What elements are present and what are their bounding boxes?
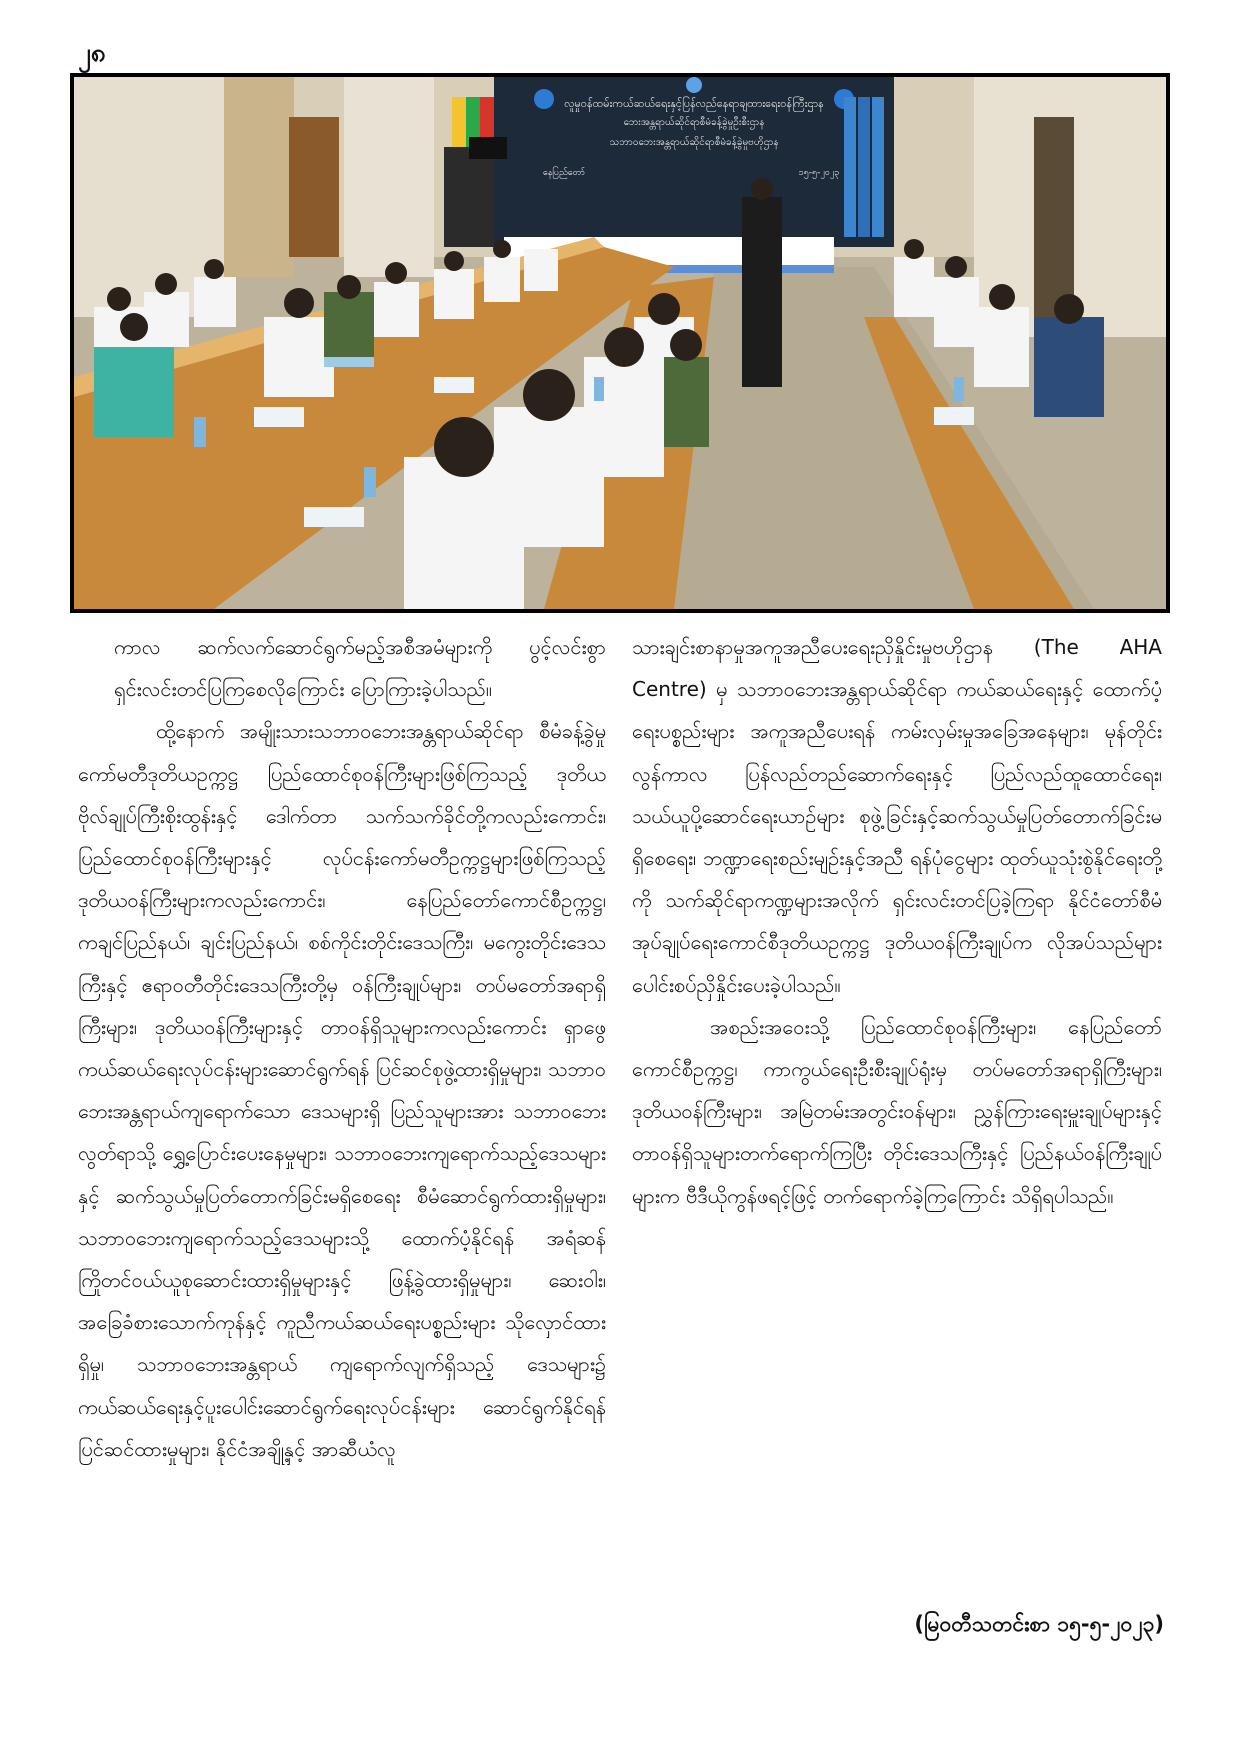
meeting-photo (70, 73, 1170, 613)
banner-line-3: သဘာဝဘေးအန္တရာယ်ဆိုင်ရာစီမံခန့်ခွဲမှုဗဟိုဌာန (609, 137, 779, 148)
banner-line-2: ဘေးအန္တရာယ်ဆိုင်ရာစီမံခန့်ခွဲမှုဦးစီးဌာန (623, 117, 765, 128)
banner-line-1: လူမှုဝန်ထမ်းကယ်ဆယ်ရေးနှင့်ပြန်လည်နေရာချထားရေးဝန်ကြီးဌာန (564, 97, 824, 110)
article-paragraph: ထို့နောက် အမျိုးသားသဘာဝဘေးအန္တရာယ်ဆိုင်ရာ စီမံခန့်ခွဲမှုကော်မတီဒုတိယဥက္ကဋ္ဌ ပြည်ထောင်စုဝန်ကြီးများဖြစ်ကြသည့် ဒုတိယဗိုလ်ချုပ်ကြီးစိုးထွန်းနှင့် ဒေါက်တာ သက်သက်ခိုင်တို့ကလည်းကောင်း၊ ပြည်ထောင်စုဝန်ကြီးများနှင့် လုပ်ငန်းကော်မတီဥက္ကဋ္ဌများဖြစ်ကြသည့် ဒုတိယဝန်ကြီးများကလည်းကောင်း၊ နေပြည်တော်ကောင်စီဥက္ကဋ္ဌ၊ ကချင်ပြည်နယ်၊ ချင်းပြည်နယ်၊ စစ်ကိုင်းတိုင်းဒေသကြီး၊ မကွေးတိုင်းဒေသကြီးနှင့် ဧရာဝတီတိုင်းဒေသကြီးတို့မှ ဝန်ကြီးချုပ်များ၊ တပ်မတော်အရာရှိကြီးများ၊ ဒုတိယဝန်ကြီးများနှင့် တာဝန်ရှိသူများကလည်းကောင်း ရှာဖွေကယ်ဆယ်ရေးလုပ်ငန်းများဆောင်ရွက်ရန် ပြင်ဆင်စုဖွဲ့ထားရှိမှုများ၊ သဘာဝဘေးအန္တရာယ်ကျရောက်သော ဒေသများရှိ ပြည်သူများအား သဘာဝဘေးလွတ်ရာသို့ ရွှေ့ပြောင်းပေးနေမှုများ၊ သဘာဝဘေးကျရောက်သည့်ဒေသများနှင့် ဆက်သွယ်မှုပြတ်တောက်ခြင်းမရှိစေရေး စီမံဆောင်ရွက်ထားရှိမှုများ၊ သဘာဝဘေးကျရောက်သည့်ဒေသများသို့ ထောက်ပံ့နိုင်ရန် အရံဆန် ကြိုတင်ဝယ်ယူစုဆောင်းထားရှိမှုများနှင့် ဖြန့်ခွဲထားရှိမှုများ၊ ဆေးဝါး၊ အခြေခံစားသောက်ကုန်နှင့် ကူညီကယ်ဆယ်ရေးပစ္စည်းများ သိုလှောင်ထားရှိမှု၊ သဘာဝဘေးအန္တရာယ် ကျရောက်လျက်ရှိသည့် ဒေသများ၌ ကယ်ဆယ်ရေးနှင့်ပူးပေါင်းဆောင်ရွက်ရေးလုပ်ငန်းများ ဆောင်ရွက်နိုင်ရန် ပြင်ဆင်ထားမှုများ၊ နိုင်ငံအချို့နှင့် အာဆီယံလူ (78, 719, 606, 1461)
article-column-left (78, 626, 606, 1470)
page-number: ၂၈ (78, 38, 106, 68)
article-column-right (632, 626, 1162, 1217)
article-paragraph: သားချင်းစာနာမှုအကူအညီပေးရေးညှိနှိုင်းမှုဗဟိုဌာန (The AHA Centre) မှ သဘာဝဘေးအန္တရာယ်ဆိုင်ရာ ကယ်ဆယ်ရေးနှင့် ထောက်ပံ့ရေးပစ္စည်းများ အကူအညီပေးရန် ကမ်းလှမ်းမှုအခြေအနေများ၊ မုန်တိုင်းလွန်ကာလ ပြန်လည်တည်ဆောက်ရေးနှင့် ပြည်လည်ထူထောင်ရေး၊ သယ်ယူပို့ဆောင်ရေးယာဉ်များ စုဖွဲ့ခြင်းနှင့်ဆက်သွယ်မှုပြတ်တောက်ခြင်းမရှိစေရေး၊ ဘဏ္ဍာရေးစည်းမျဉ်းနှင့်အညီ ရန်ပုံငွေများ ထုတ်ယူသုံးစွဲနိုင်ရေးတို့ကို သက်ဆိုင်ရာကဏ္ဍများအလိုက် ရှင်းလင်းတင်ပြခဲ့ကြရာ နိုင်ငံတော်စီမံအုပ်ချုပ်ရေးကောင်စီဒုတိယဥက္ကဋ္ဌ ဒုတိယဝန်ကြီးချုပ်က လိုအပ်သည်များ ပေါင်းစပ်ညှိနှိုင်းပေးခဲ့ပါသည်။ (632, 635, 1162, 997)
emblem-left-icon (534, 89, 554, 109)
banner-date: ၁၅-၅-၂၀၂၃ (798, 168, 840, 178)
source-credit: (မြဝတီသတင်းစာ ၁၅-၅-၂၀၂၃) (914, 1612, 1164, 1636)
article-paragraph: ကာလ ဆက်လက်ဆောင်ရွက်မည့်အစီအမံများကို ပွင့်လင်းစွာ ရှင်းလင်းတင်ပြကြစေလိုကြောင်း ပြောကြားခဲ့ပါသည်။ (114, 635, 606, 702)
banner-place: နေပြည်တော် (542, 168, 586, 178)
emblem-center-icon (686, 77, 702, 93)
article-paragraph: အစည်းအဝေးသို့ ပြည်ထောင်စုဝန်ကြီးများ၊ နေပြည်တော်ကောင်စီဥက္ကဋ္ဌ၊ ကာကွယ်ရေးဦးစီးချုပ်ရုံးမှ တပ်မတော်အရာရှိကြီးများ၊ ဒုတိယဝန်ကြီးများ၊ အမြဲတမ်းအတွင်းဝန်များ၊ ညွှန်ကြားရေးမှူးချုပ်များနှင့် တာဝန်ရှိသူများတက်ရောက်ကြပြီး တိုင်းဒေသကြီးနှင့် ပြည်နယ်ဝန်ကြီးချုပ်များက ဗီဒီယိုကွန်ဖရင့်ဖြင့် တက်ရောက်ခဲ့ကြကြောင်း သိရှိရပါသည်။ (632, 1014, 1162, 1208)
meeting-photo-illustration (74, 77, 1166, 609)
